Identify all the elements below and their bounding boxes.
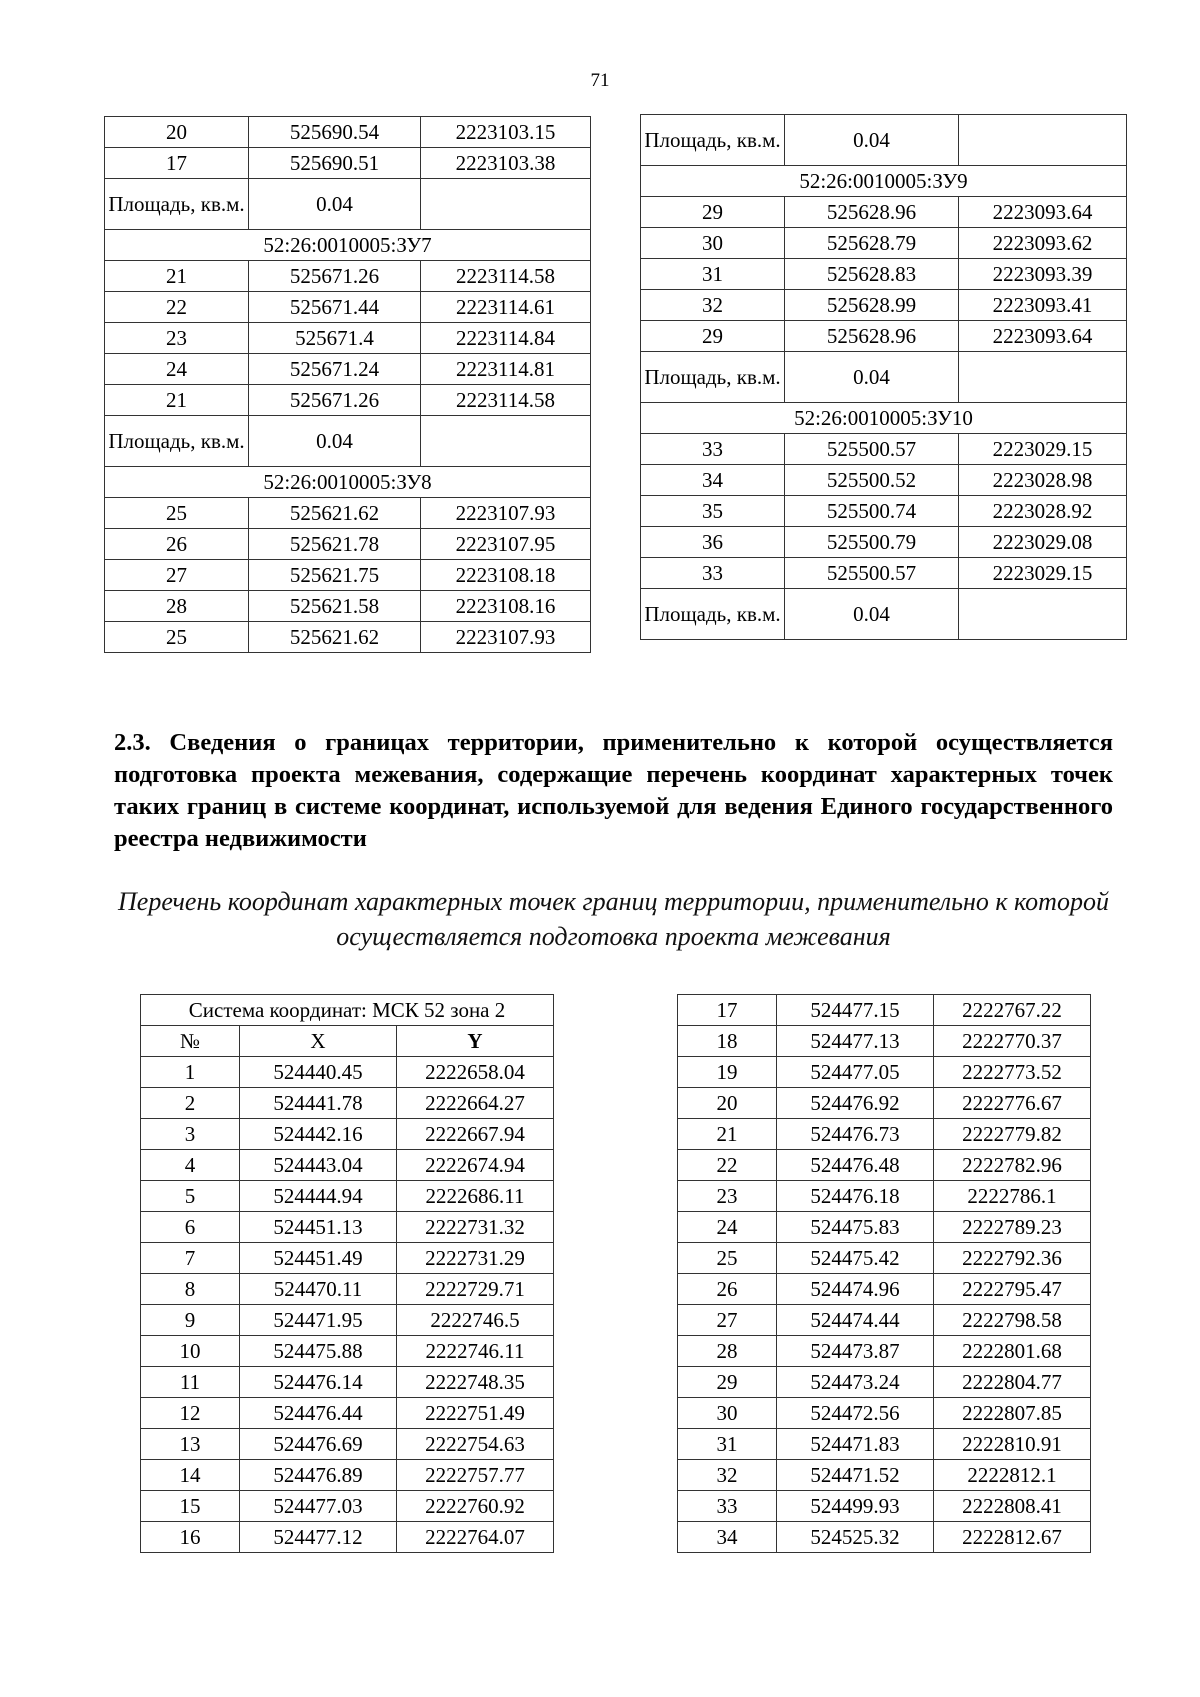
coordinate-y: 2223107.95 xyxy=(421,529,591,560)
coordinate-row xyxy=(641,465,1127,496)
coordinate-row xyxy=(641,228,1127,259)
coordinate-row xyxy=(641,558,1127,589)
area-label: Площадь, кв.м. xyxy=(641,589,785,640)
point-number: 33 xyxy=(678,1491,777,1522)
coordinate-row xyxy=(141,1491,554,1522)
coordinate-y: 2222667.94 xyxy=(397,1119,554,1150)
coordinate-y: 2222674.94 xyxy=(397,1150,554,1181)
area-value: 0.04 xyxy=(785,352,959,403)
coordinate-x: 524471.83 xyxy=(777,1429,934,1460)
point-number: 16 xyxy=(141,1522,240,1553)
coordinate-y: 2223103.15 xyxy=(421,117,591,148)
coordinate-x: 524440.45 xyxy=(240,1057,397,1088)
point-number: 32 xyxy=(678,1460,777,1491)
parcel-id-row xyxy=(641,403,1127,434)
coordinate-row xyxy=(105,622,591,653)
point-number: 28 xyxy=(105,591,249,622)
coordinate-y: 2223029.15 xyxy=(959,558,1127,589)
area-value: 0.04 xyxy=(785,589,959,640)
coordinate-x: 525500.57 xyxy=(785,558,959,589)
coordinate-x: 524476.18 xyxy=(777,1181,934,1212)
coordinate-row xyxy=(105,323,591,354)
coordinate-y: 2222773.52 xyxy=(934,1057,1091,1088)
area-row xyxy=(105,179,591,230)
point-number: 31 xyxy=(678,1429,777,1460)
coordinate-row xyxy=(141,1336,554,1367)
coordinate-x: 524474.44 xyxy=(777,1305,934,1336)
coordinate-system-row xyxy=(141,995,554,1026)
point-number: 28 xyxy=(678,1336,777,1367)
area-value: 0.04 xyxy=(249,179,421,230)
coordinate-x: 525628.83 xyxy=(785,259,959,290)
point-number: 31 xyxy=(641,259,785,290)
coordinate-x: 524476.44 xyxy=(240,1398,397,1429)
point-number: 2 xyxy=(141,1088,240,1119)
point-number: 23 xyxy=(678,1181,777,1212)
coordinate-y: 2223093.39 xyxy=(959,259,1127,290)
coordinate-row xyxy=(678,1181,1091,1212)
parcel-coordinates-table-left xyxy=(104,116,591,653)
coordinate-x: 525628.96 xyxy=(785,321,959,352)
empty-cell xyxy=(421,416,591,467)
coordinate-y: 2222729.71 xyxy=(397,1274,554,1305)
coordinate-x: 525500.74 xyxy=(785,496,959,527)
point-number: 21 xyxy=(678,1119,777,1150)
point-number: 14 xyxy=(141,1460,240,1491)
area-row xyxy=(641,352,1127,403)
coordinate-y: 2222808.41 xyxy=(934,1491,1091,1522)
point-number: 24 xyxy=(105,354,249,385)
coordinate-x: 524476.48 xyxy=(777,1150,934,1181)
area-row xyxy=(641,115,1127,166)
header-y: Y xyxy=(397,1026,554,1057)
parcel-id-row xyxy=(105,467,591,498)
coordinate-system-title: Система координат: МСК 52 зона 2 xyxy=(141,995,554,1026)
coordinate-y: 2223108.16 xyxy=(421,591,591,622)
coordinate-x: 524476.69 xyxy=(240,1429,397,1460)
coordinate-row xyxy=(641,290,1127,321)
empty-cell xyxy=(959,352,1127,403)
coordinate-y: 2222792.36 xyxy=(934,1243,1091,1274)
coordinate-y: 2223103.38 xyxy=(421,148,591,179)
point-number: 25 xyxy=(105,622,249,653)
coordinate-x: 524525.32 xyxy=(777,1522,934,1553)
parcel-id: 52:26:0010005:ЗУ9 xyxy=(641,166,1127,197)
coordinate-row xyxy=(105,529,591,560)
coordinate-y: 2223028.92 xyxy=(959,496,1127,527)
area-row xyxy=(105,416,591,467)
point-number: 10 xyxy=(141,1336,240,1367)
coordinate-y: 2222782.96 xyxy=(934,1150,1091,1181)
point-number: 6 xyxy=(141,1212,240,1243)
coordinate-row xyxy=(678,1212,1091,1243)
parcel-id-row xyxy=(105,230,591,261)
coordinate-row xyxy=(641,496,1127,527)
page-number: 71 xyxy=(590,70,610,91)
coordinate-row xyxy=(141,1088,554,1119)
coordinate-row xyxy=(641,434,1127,465)
coordinate-y: 2222807.85 xyxy=(934,1398,1091,1429)
coordinate-row xyxy=(678,1429,1091,1460)
coordinate-y: 2222798.58 xyxy=(934,1305,1091,1336)
coordinate-y: 2223107.93 xyxy=(421,622,591,653)
coordinate-x: 524476.14 xyxy=(240,1367,397,1398)
point-number: 7 xyxy=(141,1243,240,1274)
coordinate-row xyxy=(141,1274,554,1305)
section-heading: 2.3. Сведения о границах территории, применительно к которой осуществляется подготовка проекта межевания, содержащие перечень координат характерных точек таких границ в системе координат, используемой для ведения Единого государственного реестра недвижимости xyxy=(114,729,1113,852)
coordinate-y: 2222789.23 xyxy=(934,1212,1091,1243)
coordinate-row xyxy=(141,1212,554,1243)
coordinate-row xyxy=(141,1398,554,1429)
coordinate-row xyxy=(678,1057,1091,1088)
coordinate-y: 2223028.98 xyxy=(959,465,1127,496)
point-number: 30 xyxy=(678,1398,777,1429)
coordinate-x: 524476.73 xyxy=(777,1119,934,1150)
coordinate-y: 2222767.22 xyxy=(934,995,1091,1026)
coordinate-y: 2223108.18 xyxy=(421,560,591,591)
point-number: 34 xyxy=(641,465,785,496)
point-number: 19 xyxy=(678,1057,777,1088)
territory-coordinates-table-left xyxy=(140,994,554,1553)
coordinate-x: 524476.89 xyxy=(240,1460,397,1491)
coordinate-row xyxy=(678,1491,1091,1522)
coordinate-x: 524477.12 xyxy=(240,1522,397,1553)
coordinate-y: 2223114.61 xyxy=(421,292,591,323)
coordinate-y: 2223093.64 xyxy=(959,321,1127,352)
coordinate-x: 525621.62 xyxy=(249,622,421,653)
area-label: Площадь, кв.м. xyxy=(641,352,785,403)
table-caption: Перечень координат характерных точек границ территории, применительно к которой осуществляется подготовка проекта межевания xyxy=(118,887,1109,951)
coordinate-row xyxy=(105,591,591,622)
coordinate-x: 524475.83 xyxy=(777,1212,934,1243)
point-number: 5 xyxy=(141,1181,240,1212)
coordinate-y: 2222812.1 xyxy=(934,1460,1091,1491)
point-number: 12 xyxy=(141,1398,240,1429)
coordinate-row xyxy=(141,1119,554,1150)
point-number: 20 xyxy=(678,1088,777,1119)
coordinate-y: 2223107.93 xyxy=(421,498,591,529)
coordinate-row xyxy=(678,1243,1091,1274)
coordinate-x: 524442.16 xyxy=(240,1119,397,1150)
coordinate-row xyxy=(678,1119,1091,1150)
coordinate-row xyxy=(105,292,591,323)
coordinate-row xyxy=(105,148,591,179)
coordinate-y: 2222786.1 xyxy=(934,1181,1091,1212)
coordinate-x: 525671.26 xyxy=(249,261,421,292)
point-number: 17 xyxy=(105,148,249,179)
coordinate-row xyxy=(105,261,591,292)
coordinate-row xyxy=(678,995,1091,1026)
coordinate-y: 2223093.64 xyxy=(959,197,1127,228)
coordinate-y: 2222764.07 xyxy=(397,1522,554,1553)
coordinate-y: 2222731.29 xyxy=(397,1243,554,1274)
coordinate-row xyxy=(141,1305,554,1336)
coordinate-x: 525671.24 xyxy=(249,354,421,385)
coordinate-x: 525500.79 xyxy=(785,527,959,558)
coordinate-y: 2222812.67 xyxy=(934,1522,1091,1553)
coordinate-y: 2222664.27 xyxy=(397,1088,554,1119)
coordinate-row xyxy=(141,1460,554,1491)
coordinate-x: 525628.79 xyxy=(785,228,959,259)
coordinate-y: 2223029.08 xyxy=(959,527,1127,558)
point-number: 11 xyxy=(141,1367,240,1398)
coordinate-row xyxy=(678,1150,1091,1181)
coordinate-x: 525500.52 xyxy=(785,465,959,496)
point-number: 25 xyxy=(105,498,249,529)
coordinate-row xyxy=(641,259,1127,290)
coordinate-row xyxy=(678,1460,1091,1491)
coordinate-row xyxy=(141,1181,554,1212)
point-number: 20 xyxy=(105,117,249,148)
coordinate-row xyxy=(141,1522,554,1553)
point-number: 33 xyxy=(641,434,785,465)
coordinate-row xyxy=(105,117,591,148)
point-number: 29 xyxy=(641,197,785,228)
point-number: 3 xyxy=(141,1119,240,1150)
coordinate-x: 524451.13 xyxy=(240,1212,397,1243)
coordinate-row xyxy=(678,1026,1091,1057)
coordinate-row xyxy=(678,1274,1091,1305)
coordinate-x: 525621.75 xyxy=(249,560,421,591)
coordinate-x: 525671.26 xyxy=(249,385,421,416)
empty-cell xyxy=(959,115,1127,166)
parcel-id: 52:26:0010005:ЗУ7 xyxy=(105,230,591,261)
coordinate-y: 2223029.15 xyxy=(959,434,1127,465)
point-number: 34 xyxy=(678,1522,777,1553)
point-number: 29 xyxy=(641,321,785,352)
point-number: 8 xyxy=(141,1274,240,1305)
coordinate-y: 2222770.37 xyxy=(934,1026,1091,1057)
coordinate-x: 525671.44 xyxy=(249,292,421,323)
coordinate-x: 524477.15 xyxy=(777,995,934,1026)
point-number: 21 xyxy=(105,261,249,292)
coordinate-y: 2222779.82 xyxy=(934,1119,1091,1150)
coordinate-x: 524470.11 xyxy=(240,1274,397,1305)
area-row xyxy=(641,589,1127,640)
point-number: 29 xyxy=(678,1367,777,1398)
coordinate-x: 525621.62 xyxy=(249,498,421,529)
coordinate-x: 525500.57 xyxy=(785,434,959,465)
coordinate-x: 525628.96 xyxy=(785,197,959,228)
coordinate-row xyxy=(141,1243,554,1274)
coordinate-y: 2222801.68 xyxy=(934,1336,1091,1367)
coordinate-y: 2223093.41 xyxy=(959,290,1127,321)
coordinate-x: 524471.95 xyxy=(240,1305,397,1336)
point-number: 23 xyxy=(105,323,249,354)
coordinate-y: 2222760.92 xyxy=(397,1491,554,1522)
coordinate-y: 2222746.11 xyxy=(397,1336,554,1367)
coordinate-y: 2223114.81 xyxy=(421,354,591,385)
coordinate-y: 2223114.84 xyxy=(421,323,591,354)
area-label: Площадь, кв.м. xyxy=(105,179,249,230)
point-number: 22 xyxy=(678,1150,777,1181)
parcel-coordinates-table-right xyxy=(640,114,1127,640)
coordinate-x: 525690.51 xyxy=(249,148,421,179)
coordinate-row xyxy=(678,1088,1091,1119)
coordinate-x: 524472.56 xyxy=(777,1398,934,1429)
coordinate-x: 525621.78 xyxy=(249,529,421,560)
coordinate-y: 2223114.58 xyxy=(421,261,591,292)
coordinate-x: 524499.93 xyxy=(777,1491,934,1522)
coordinate-row xyxy=(641,527,1127,558)
coordinate-row xyxy=(105,354,591,385)
coordinate-y: 2222754.63 xyxy=(397,1429,554,1460)
coordinate-x: 525690.54 xyxy=(249,117,421,148)
point-number: 26 xyxy=(678,1274,777,1305)
coordinate-x: 524471.52 xyxy=(777,1460,934,1491)
point-number: 18 xyxy=(678,1026,777,1057)
area-label: Площадь, кв.м. xyxy=(641,115,785,166)
coordinate-row xyxy=(105,498,591,529)
coordinate-x: 524473.87 xyxy=(777,1336,934,1367)
point-number: 22 xyxy=(105,292,249,323)
area-value: 0.04 xyxy=(249,416,421,467)
coordinate-x: 524474.96 xyxy=(777,1274,934,1305)
coordinate-y: 2222776.67 xyxy=(934,1088,1091,1119)
coordinate-x: 524475.42 xyxy=(777,1243,934,1274)
coordinate-x: 525671.4 xyxy=(249,323,421,354)
coordinate-x: 524476.92 xyxy=(777,1088,934,1119)
point-number: 30 xyxy=(641,228,785,259)
coordinate-x: 524477.03 xyxy=(240,1491,397,1522)
header-row xyxy=(141,1026,554,1057)
coordinate-x: 524443.04 xyxy=(240,1150,397,1181)
territory-coordinates-table-right xyxy=(677,994,1091,1553)
coordinate-y: 2222795.47 xyxy=(934,1274,1091,1305)
coordinate-y: 2222686.11 xyxy=(397,1181,554,1212)
point-number: 27 xyxy=(678,1305,777,1336)
coordinate-y: 2223114.58 xyxy=(421,385,591,416)
coordinate-row xyxy=(641,321,1127,352)
parcel-id-row xyxy=(641,166,1127,197)
point-number: 26 xyxy=(105,529,249,560)
coordinate-row xyxy=(641,197,1127,228)
coordinate-y: 2222746.5 xyxy=(397,1305,554,1336)
area-value: 0.04 xyxy=(785,115,959,166)
area-label: Площадь, кв.м. xyxy=(105,416,249,467)
coordinate-row xyxy=(678,1336,1091,1367)
coordinate-row xyxy=(678,1398,1091,1429)
coordinate-x: 524451.49 xyxy=(240,1243,397,1274)
point-number: 9 xyxy=(141,1305,240,1336)
coordinate-y: 2222810.91 xyxy=(934,1429,1091,1460)
coordinate-x: 524473.24 xyxy=(777,1367,934,1398)
empty-cell xyxy=(959,589,1127,640)
coordinate-row xyxy=(105,385,591,416)
coordinate-x: 525628.99 xyxy=(785,290,959,321)
point-number: 24 xyxy=(678,1212,777,1243)
header-x: X xyxy=(240,1026,397,1057)
point-number: 33 xyxy=(641,558,785,589)
coordinate-row xyxy=(141,1150,554,1181)
coordinate-y: 2223093.62 xyxy=(959,228,1127,259)
coordinate-x: 525621.58 xyxy=(249,591,421,622)
header-number: № xyxy=(141,1026,240,1057)
point-number: 4 xyxy=(141,1150,240,1181)
coordinate-row xyxy=(141,1367,554,1398)
coordinate-row xyxy=(105,560,591,591)
coordinate-row xyxy=(678,1522,1091,1553)
coordinate-y: 2222751.49 xyxy=(397,1398,554,1429)
empty-cell xyxy=(421,179,591,230)
coordinate-x: 524444.94 xyxy=(240,1181,397,1212)
point-number: 36 xyxy=(641,527,785,558)
coordinate-x: 524477.13 xyxy=(777,1026,934,1057)
coordinate-row xyxy=(678,1367,1091,1398)
coordinate-row xyxy=(678,1305,1091,1336)
parcel-id: 52:26:0010005:ЗУ8 xyxy=(105,467,591,498)
point-number: 13 xyxy=(141,1429,240,1460)
coordinate-y: 2222748.35 xyxy=(397,1367,554,1398)
point-number: 1 xyxy=(141,1057,240,1088)
point-number: 25 xyxy=(678,1243,777,1274)
point-number: 15 xyxy=(141,1491,240,1522)
coordinate-x: 524477.05 xyxy=(777,1057,934,1088)
point-number: 35 xyxy=(641,496,785,527)
coordinate-y: 2222804.77 xyxy=(934,1367,1091,1398)
coordinate-x: 524441.78 xyxy=(240,1088,397,1119)
parcel-id: 52:26:0010005:ЗУ10 xyxy=(641,403,1127,434)
coordinate-row xyxy=(141,1057,554,1088)
coordinate-y: 2222757.77 xyxy=(397,1460,554,1491)
point-number: 32 xyxy=(641,290,785,321)
coordinate-y: 2222658.04 xyxy=(397,1057,554,1088)
point-number: 27 xyxy=(105,560,249,591)
coordinate-row xyxy=(141,1429,554,1460)
coordinate-x: 524475.88 xyxy=(240,1336,397,1367)
point-number: 17 xyxy=(678,995,777,1026)
point-number: 21 xyxy=(105,385,249,416)
coordinate-y: 2222731.32 xyxy=(397,1212,554,1243)
